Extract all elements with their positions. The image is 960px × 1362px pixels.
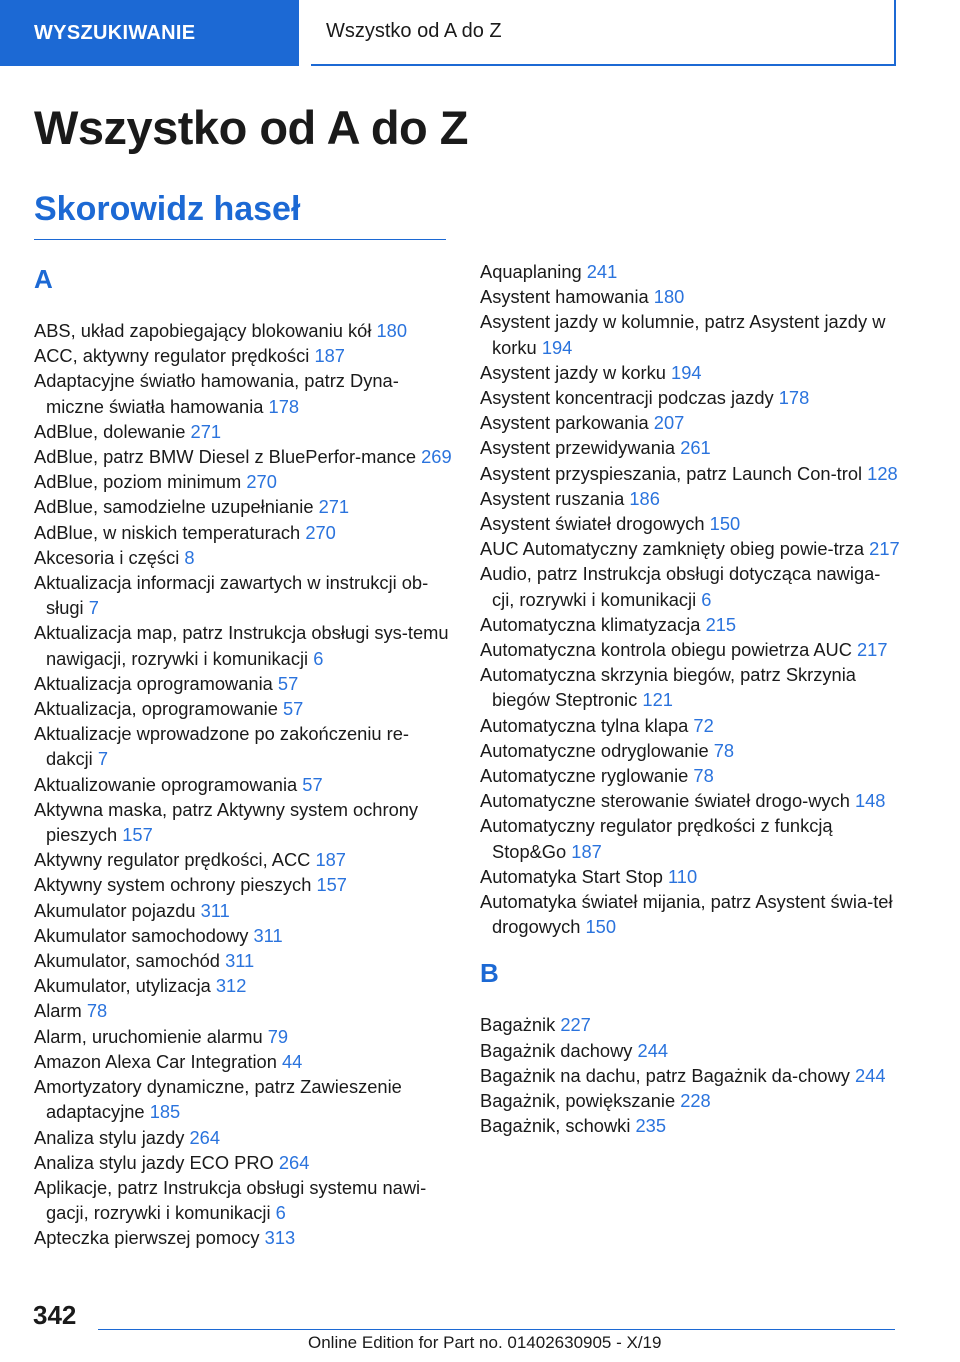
footer-edition [308,1333,661,1353]
index-entry-text: Asystent jazdy w korku [480,361,666,383]
index-entry [34,318,454,343]
index-entry-page-link[interactable]: 121 [642,689,673,711]
index-entry [480,1088,900,1113]
index-entry-page-link[interactable]: 228 [680,1090,711,1112]
index-entry-page-link[interactable]: 57 [277,672,299,694]
index-entry-text: Automatyczne sterowanie świateł drogo-wych [480,790,850,812]
index-entry-text: Aktywny regulator prędkości, ACC [34,849,311,871]
index-entry-page-link[interactable]: 187 [314,345,345,367]
index-entry-text: Automatyczna skrzynia biegów, patrz Skrzynia biegów Steptronic [480,664,856,711]
index-entry-page-link[interactable]: 227 [560,1014,591,1036]
index-entry [480,813,900,863]
index-entry-page-link[interactable]: 215 [705,613,737,635]
index-entry-page-link[interactable]: 261 [680,437,711,459]
index-entry [480,1038,900,1063]
index-entry-page-link[interactable]: 311 [225,950,255,972]
index-entry-page-link[interactable]: 150 [585,916,617,938]
index-entry-page-link[interactable]: 7 [88,597,99,619]
page-number: 342 [33,1300,77,1330]
index-entry-page-link[interactable]: 187 [315,849,346,871]
index-entry-text: Akumulator pojazdu [34,899,196,921]
index-entry [480,536,900,561]
index-entry-page-link[interactable]: 128 [867,462,898,484]
index-entry-page-link[interactable]: 44 [281,1050,303,1072]
header-bar [0,0,960,66]
index-entry-text: Bagażnik na dachu, patrz Bagażnik da-chowy [480,1064,850,1086]
index-entry [34,368,454,418]
index-entry [480,561,900,611]
index-entry-text: Automatyczna klimatyzacja [480,613,701,635]
index-entry [34,444,454,469]
index-entry-page-link[interactable]: 217 [857,639,888,661]
index-entry-text: Automatyczne odryglowanie [480,739,709,761]
index-entry [480,284,900,309]
index-entry [480,637,900,662]
index-entry-text: Asystent przewidywania [480,437,676,459]
index-entry-text: AdBlue, poziom minimum [34,471,242,493]
index-entry-page-link[interactable]: 312 [215,975,247,997]
index-entry-text: Alarm [34,1000,82,1022]
index-entry [34,872,454,897]
index-entry [34,545,454,570]
index-entry [480,410,900,435]
index-entry [34,696,454,721]
index-list-left [34,318,454,1251]
index-entry-text: AUC Automatyczny zamknięty obieg powie-trza [480,538,865,560]
index-entry-text: AdBlue, w niskich temperaturach [34,521,301,543]
index-entry [34,570,454,620]
index-entry-text: Analiza stylu jazdy ECO PRO [34,1151,274,1173]
index-entry-text: Aktywny system ochrony pieszych [34,874,312,896]
index-entry [480,889,900,939]
index-entry-text: Aktualizacja map, patrz Instrukcja obsługi sys-temu nawigacji, rozrywki i komunikacji [34,622,449,669]
index-entry-text: Akumulator, samochód [34,950,220,972]
tab-search[interactable]: WYSZUKIWANIE [0,0,299,66]
index-entry-page-link[interactable]: 6 [275,1202,286,1224]
footer-edition-text: Online Edition for Part no. 01402630905 - X/19 [308,1333,662,1352]
index-entry-page-link[interactable]: 187 [571,840,602,862]
index-entry-text: Asystent ruszania [480,487,625,509]
index-entry-page-link[interactable]: 8 [184,546,195,568]
index-entry [480,1113,900,1138]
index-entry [34,1175,454,1225]
index-entry-text: Asystent parkowania [480,412,649,434]
index-entry-page-link[interactable]: 78 [713,739,735,761]
index-entry [34,1125,454,1150]
index-entry [480,864,900,889]
index-entry-text: Aktywna maska, patrz Aktywny system ochrony pieszych [34,798,419,846]
index-entry [480,1063,900,1088]
index-entry-text: ABS, układ zapobiegający blokowaniu kół [34,320,372,341]
index-entry-text: Asystent jazdy w kolumnie, patrz Asystent jazdy w korku [480,311,886,358]
index-entry-page-link[interactable]: 186 [629,487,660,509]
index-entry-text: Amazon Alexa Car Integration [34,1050,277,1072]
index-entry-page-link[interactable]: 235 [635,1115,666,1137]
index-entry [34,998,454,1023]
index-entry-page-link[interactable]: 178 [268,395,300,417]
index-list-right-b [480,1012,900,1138]
index-entry [34,797,454,847]
index-entry-page-link[interactable]: 180 [376,320,408,341]
index-entry-text: Bagażnik dachowy [480,1039,633,1061]
index-entry [34,1024,454,1049]
index-entry-page-link[interactable]: 148 [854,790,886,812]
index-entry-text: Aquaplaning [480,261,582,282]
index-entry-page-link[interactable]: 194 [541,336,573,358]
index-entry [34,1049,454,1074]
index-list-right-a [480,259,900,939]
index-entry-page-link[interactable]: 311 [253,924,283,946]
index-entry [34,1074,454,1124]
index-entry-page-link[interactable]: 194 [671,361,702,383]
index-entry-page-link[interactable]: 157 [122,824,153,846]
index-entry [34,494,454,519]
index-entry-page-link[interactable]: 271 [318,496,350,518]
index-entry-text: Automatyka Start Stop [480,865,663,887]
index-entry-text: AdBlue, patrz BMW Diesel z BluePerfor-mance [34,446,417,468]
tab-a-to-z[interactable]: Wszystko od A do Z [311,0,896,66]
index-entry [480,1012,900,1037]
index-entry-text: Automatyczna kontrola obiegu powietrza AUC [480,639,852,661]
index-entry-text: Automatyczny regulator prędkości z funkcją Stop&Go [480,815,833,862]
index-entry-page-link[interactable]: 178 [778,387,810,409]
index-entry-page-link[interactable]: 150 [709,513,741,535]
index-entry-page-link[interactable]: 217 [869,538,900,560]
index-entry-text: Asystent świateł drogowych [480,513,705,535]
index-entry-text: Akcesoria i części [34,546,180,568]
index-entry-text: AdBlue, dolewanie [34,420,186,442]
index-entry-text: ACC, aktywny regulator prędkości [34,345,310,367]
index-entry-page-link[interactable]: 207 [653,412,685,434]
index-entry-page-link[interactable]: 244 [855,1064,886,1086]
index-entry-page-link[interactable]: 180 [653,286,685,308]
index-entry-text: Aktualizacja oprogramowania [34,672,273,694]
index-entry-page-link[interactable]: 244 [637,1039,669,1061]
index-entry-text: Audio, patrz Instrukcja obsługi dotycząca nawiga-cji, rozrywki i komunikacji [480,563,881,610]
index-entry-page-link[interactable]: 78 [693,765,714,787]
index-entry-page-link[interactable]: 7 [97,748,109,770]
index-entry-text: Alarm, uruchomienie alarmu [34,1025,263,1047]
index-entry-text: Adaptacyjne światło hamowania, patrz Dyna-miczne światła hamowania [34,370,399,417]
index-entry [480,763,900,788]
index-entry [480,662,900,712]
index-entry-text: Asystent hamowania [480,286,649,308]
index-letter-a: A [34,264,53,294]
index-entry-page-link[interactable]: 6 [701,588,712,610]
index-entry [34,948,454,973]
index-entry [480,385,900,410]
index-entry-page-link[interactable]: 110 [668,865,698,887]
index-entry-text: Automatyczna tylna klapa [480,714,689,736]
index-entry [34,1225,454,1250]
index-entry-page-link[interactable]: 241 [586,261,618,282]
index-entry-text: Asystent przyspieszania, patrz Launch Con-trol [480,462,863,484]
index-entry-page-link[interactable]: 72 [693,714,714,736]
index-entry [34,1150,454,1175]
index-entry [480,788,900,813]
index-entry [480,435,900,460]
index-entry [34,898,454,923]
section-divider [34,239,446,240]
index-entry-page-link[interactable]: 264 [189,1126,220,1148]
index-entry-page-link[interactable]: 270 [305,521,336,543]
index-entry-page-link[interactable]: 313 [264,1227,296,1249]
index-entry-text: Aplikacje, patrz Instrukcja obsługi systemu nawi-gacji, rozrywki i komunikacji [34,1176,427,1224]
index-entry-page-link[interactable]: 269 [421,446,452,468]
index-entry [34,772,454,797]
page-title: Wszystko od A do Z [34,101,469,154]
footer-divider [98,1329,895,1330]
index-entry [34,923,454,948]
index-entry [34,847,454,872]
index-entry-text: Amortyzatory dynamiczne, patrz Zawieszenie adaptacyjne [34,1076,402,1123]
index-entry [480,309,900,359]
index-entry-text: Bagażnik [480,1014,556,1036]
index-letter-b: B [480,958,499,989]
index-entry [34,671,454,696]
index-entry-page-link[interactable]: 57 [302,773,323,795]
index-entry-text: Apteczka pierwszej pomocy [34,1227,260,1249]
index-entry [34,343,454,368]
index-entry-text: Automatyczne ryglowanie [480,765,689,787]
index-entry [34,469,454,494]
index-entry [480,360,900,385]
section-title: Skorowidz haseł [34,190,301,228]
index-entry-text: Akumulator samochodowy [34,924,249,946]
index-entry [34,520,454,545]
index-entry-text: Aktualizacja, oprogramowanie [34,698,278,720]
index-entry-text: Aktualizowanie oprogramowania [34,773,298,795]
index-entry [480,612,900,637]
index-entry-text: Automatyka świateł mijania, patrz Asystent świa-teł drogowych [480,891,893,938]
index-entry-text: Asystent koncentracji podczas jazdy [480,387,774,409]
index-entry-page-link[interactable]: 270 [246,471,277,493]
index-entry [480,486,900,511]
index-entry-page-link[interactable]: 271 [190,420,222,442]
index-entry [480,713,900,738]
index-entry-text: Bagażnik, powiększanie [480,1090,676,1112]
index-entry [34,721,454,771]
index-entry [34,419,454,444]
index-column-right [480,259,900,1139]
index-entry-page-link[interactable]: 79 [267,1025,289,1047]
index-entry-page-link[interactable]: 311 [200,899,230,921]
index-entry-text: Analiza stylu jazdy [34,1126,185,1148]
index-entry-page-link[interactable]: 185 [149,1101,181,1123]
index-entry-text: Akumulator, utylizacja [34,975,211,997]
index-entry-text: Aktualizacja informacji zawartych w instrukcji ob-sługi [34,572,429,619]
index-entry [34,973,454,998]
index-entry-text: AdBlue, samodzielne uzupełnianie [34,496,314,518]
index-entry-page-link[interactable]: 6 [313,647,324,669]
index-column-left [34,259,454,1251]
index-entry-page-link[interactable]: 78 [86,1000,108,1022]
index-entry-text: Aktualizacje wprowadzone po zakończeniu re-dakcji [34,723,409,770]
index-entry-page-link[interactable]: 157 [316,874,347,896]
index-entry [480,738,900,763]
index-entry-page-link[interactable]: 264 [278,1151,310,1173]
index-entry-text: Bagażnik, schowki [480,1115,631,1137]
index-entry [480,461,900,486]
index-entry [480,511,900,536]
index-entry [34,620,454,670]
index-entry [480,259,900,284]
index-entry-page-link[interactable]: 57 [282,698,304,720]
